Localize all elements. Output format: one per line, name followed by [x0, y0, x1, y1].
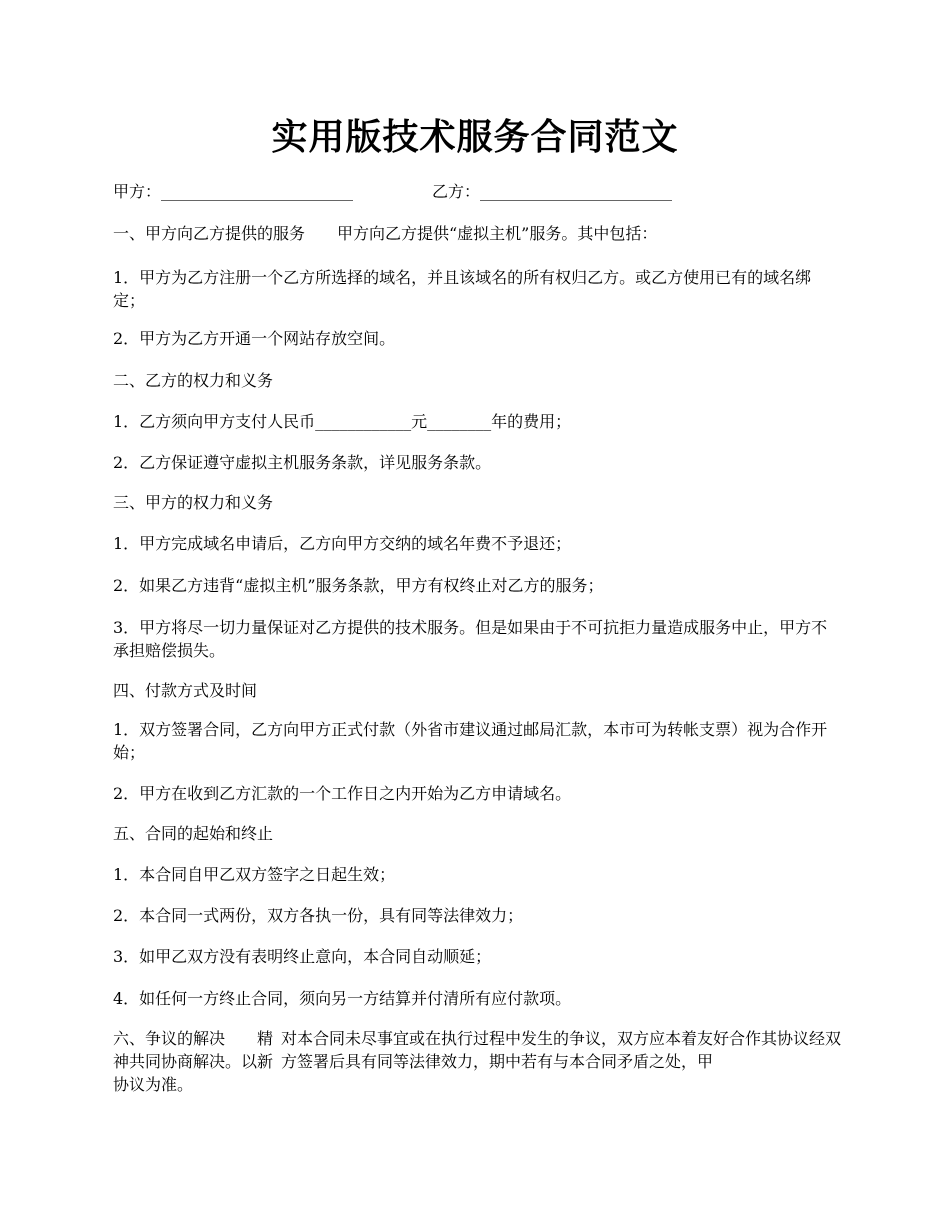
section-4-item-2: 2．甲方在收到乙方汇款的一个工作日之内开始为乙方申请域名。 [113, 784, 572, 803]
section-4-heading: 四、付款方式及时间 [113, 681, 258, 700]
section-6-body: 对本合同未尽事宜或在执行过程中发生的争议，双方应本着友好合作其协议经双方签署后具有同等法律效力，期中若有与本合同矛盾之处，甲 [281, 1029, 842, 1071]
section-2-item-1: 1．乙方须向甲方支付人民币____________元________年的费用； [113, 412, 572, 431]
section-3-heading: 三、甲方的权力和义务 [113, 493, 274, 512]
section-4-item-1: 1．双方签署合同，乙方向甲方正式付款（外省市建议通过邮局汇款，本市可为转帐支票）视为合作开始； [113, 720, 828, 762]
section-3-item-1: 1．甲方完成域名申请后，乙方向甲方交纳的域名年费不予退还； [113, 534, 572, 553]
section-1-item-1: 1．甲方为乙方注册一个乙方所选择的域名，并且该域名的所有权归乙方。或乙方使用已有的域名绑定； [113, 268, 812, 310]
section-3-item-2: 2．如果乙方违背“虚拟主机”服务条款，甲方有权终止对乙方的服务； [113, 576, 604, 595]
section-3-item-3: 3．甲方将尽一切力量保证对乙方提供的技术服务。但是如果由于不可抗拒力量造成服务中止，甲方不承担赔偿损失。 [113, 618, 828, 660]
section-6-heading: 六、争议的解决 精神共同协商解决。以新协议为准。 [113, 1029, 274, 1094]
section-2-item-2: 2．乙方保证遵守虚拟主机服务条款，详见服务条款。 [113, 453, 492, 472]
section-5-item-3: 3．如甲乙双方没有表明终止意向，本合同自动顺延； [113, 947, 492, 966]
party-b-line: 乙方：________________________ [432, 182, 673, 201]
section-5-item-2: 2．本合同一式两份，双方各执一份，具有同等法律效力； [113, 906, 524, 925]
section-5-item-1: 1．本合同自甲乙双方签字之日起生效； [113, 865, 396, 884]
section-2-heading: 二、乙方的权力和义务 [113, 371, 274, 390]
section-5-heading: 五、合同的起始和终止 [113, 824, 274, 843]
section-1-item-2: 2．甲方为乙方开通一个网站存放空间。 [113, 329, 396, 348]
party-a-line: 甲方：________________________ [113, 182, 354, 201]
section-1-heading: 一、甲方向乙方提供的服务 甲方向乙方提供“虚拟主机”服务。其中包括： [113, 224, 658, 243]
section-5-item-4: 4．如任何一方终止合同，须向另一方结算并付清所有应付款项。 [113, 989, 572, 1008]
document-title: 实用版技术服务合同范文 [271, 116, 679, 158]
